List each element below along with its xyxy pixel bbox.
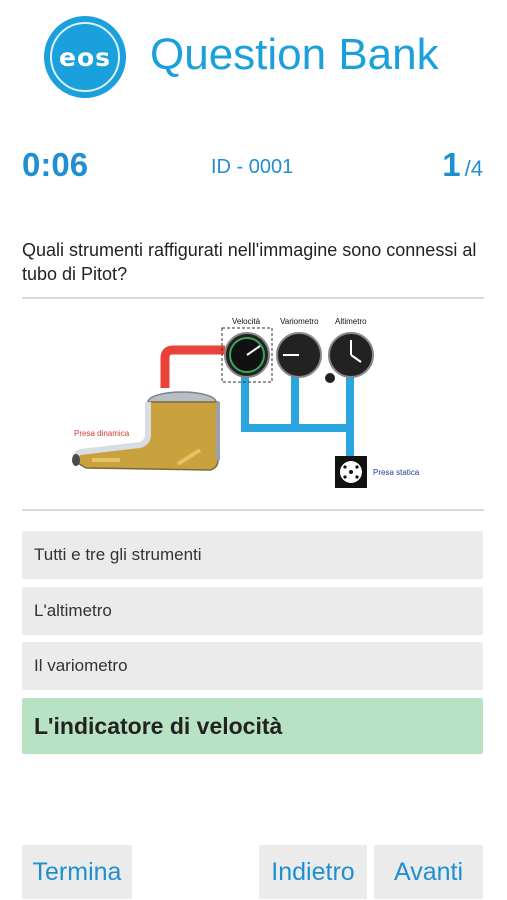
timer: 0:06 xyxy=(22,146,89,183)
label-altimetro: Altimetro xyxy=(335,317,367,326)
answer-option-4-correct[interactable]: L'indicatore di velocità xyxy=(22,698,483,754)
total-question-count: 4 xyxy=(470,156,483,181)
current-question-number: 1 xyxy=(442,146,461,183)
label-presa-dinamica: Presa dinamica xyxy=(74,429,130,438)
divider-bottom xyxy=(22,509,484,511)
static-pressure-lines xyxy=(245,372,350,460)
variometer-gauge xyxy=(277,333,321,377)
back-button[interactable]: Indietro xyxy=(259,845,367,899)
label-velocita: Velocità xyxy=(232,317,261,326)
logo-text: eos xyxy=(58,42,111,72)
eos-logo xyxy=(44,16,126,98)
answer-option-1[interactable]: Tutti e tre gli strumenti xyxy=(22,531,483,579)
divider-top xyxy=(22,297,484,299)
pitot-pressure-line xyxy=(165,350,225,388)
pitot-static-figure xyxy=(60,310,440,500)
airspeed-gauge xyxy=(225,333,269,377)
question-counter xyxy=(442,146,483,184)
next-button[interactable]: Avanti xyxy=(374,845,483,899)
answer-option-3[interactable]: Il variometro xyxy=(22,642,483,690)
answer-option-2[interactable]: L'altimetro xyxy=(22,587,483,635)
question-text: Quali strumenti raffigurati nell'immagine sono connessi al tubo di Pitot? xyxy=(22,240,477,284)
counter-separator: / xyxy=(464,156,471,181)
label-presa-statica: Presa statica xyxy=(373,468,420,477)
app-title: Question Bank xyxy=(150,30,439,79)
end-button[interactable]: Termina xyxy=(22,845,132,899)
altimeter-gauge xyxy=(325,333,373,383)
app-header xyxy=(0,0,507,110)
label-variometro: Variometro xyxy=(280,317,319,326)
question-id: ID - 0001 xyxy=(211,156,294,178)
static-port xyxy=(335,456,367,488)
